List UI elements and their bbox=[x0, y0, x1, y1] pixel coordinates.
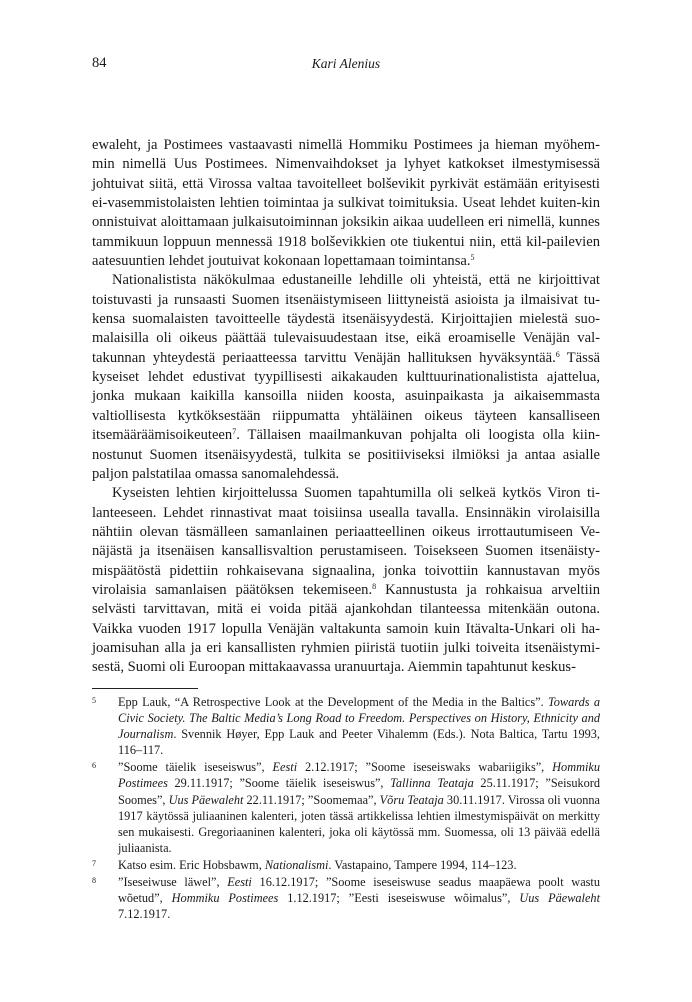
footnote-title: Towards a Civic Society. The Baltic Media’s Long Road to Freedom. Perspectives on History, Ethnicity and Journalism bbox=[118, 695, 600, 742]
footnote-title: Nationalismi bbox=[264, 857, 329, 872]
footnote-text bbox=[118, 874, 600, 922]
footnote-divider bbox=[92, 688, 198, 689]
footnote-title: Tallinna Teataja bbox=[390, 776, 474, 791]
paragraph-3 bbox=[92, 484, 600, 677]
footnote-number: 8 bbox=[92, 876, 96, 886]
footnote-segment: Epp Lauk, “A Retrospective Look at the Development of the Media in the Baltics”. bbox=[118, 695, 549, 709]
footnote-segment: 29.11.1917; ”Soome täielik iseseiswus”, bbox=[167, 776, 391, 791]
body-text bbox=[92, 136, 600, 678]
footnote-segment: 16.12.1917; ”Soome iseseiswuse seadus maapäewa poolt wastu wõetud”, bbox=[118, 875, 601, 906]
footnote-8 bbox=[92, 874, 600, 922]
footnote-6 bbox=[92, 759, 600, 856]
footnote-segment: ”Iseseiwuse läwel”, bbox=[118, 875, 228, 890]
page-header bbox=[92, 55, 600, 75]
footnote-segment: ”Soome täielik iseseiswus”, bbox=[118, 760, 273, 775]
footnote-number: 5 bbox=[92, 696, 96, 705]
page-number: 84 bbox=[92, 55, 107, 71]
running-head: Kari Alenius bbox=[311, 56, 381, 71]
paragraph-text: Nationalistista näkökulmaa edustaneille lehdille oli yhteistä, että ne kirjoittivat toistuvasti ja runsaasti Suomen itsenäistymiseen liittyneistä asioista ja ilmaisivat tu-kensa suomalaisten tavoitteelle täydestä itsenäisyydestä. Kirjoittajien mielestä suo-malaisilla oli oikeus päättää tulevaisuudestaan itse, eikä eroamiselle Venäjän val-takunnan yhteydestä periaatteessa tarvittu Venäjän hallituksen hyväksyntää. bbox=[92, 272, 600, 366]
footnote-number: 7 bbox=[92, 858, 96, 868]
footnote-text bbox=[118, 759, 600, 856]
footnote-text bbox=[118, 694, 600, 758]
footnote-ref: 8 bbox=[372, 581, 377, 591]
footnote-title: Eesti bbox=[227, 875, 252, 890]
footnote-segment: Katso esim. Eric Hobsbawm, bbox=[118, 857, 265, 872]
paragraph-2 bbox=[92, 271, 600, 484]
footnote-ref: 7 bbox=[232, 427, 237, 437]
footnote-segment: 22.11.1917; ”Soomemaa”, bbox=[243, 792, 380, 807]
footnote-segment: . Svennik Høyer, Epp Lauk and Peeter Vihalemm (Eds.). Nota Baltica, Tartu 1993, 116–117. bbox=[118, 727, 600, 758]
paragraph-text: Kyseisten lehtien kirjoittelussa Suomen tapahtumilla oli selkeä kytkös Viron ti-lanteeseen. Lehdet rinnastivat maat toisiinsa usealla tavalla. Ensinnäkin virolaisilla nähtiin olevan täsmälleen samanlainen periaatteellinen oikeus irrottautumiseen Ve-näjästä ja itsenäisen kansallisvaltion perustamiseen. Toisekseen Suomen itsenäisty-mispäätöstä pidettiin rohkaisevana signaalina, jonka toivottiin kannustavan myös virolaisia samanlaisen päätöksen tekemiseen. bbox=[92, 485, 600, 598]
paragraph-1 bbox=[92, 136, 600, 271]
footnote-segment: 2.12.1917; ”Soome iseseiswaks wabariigiks”, bbox=[297, 760, 553, 775]
paragraph-text: . Tällaisen maailmankuvan pohjalta oli loogista olla kiin-nostunut Suomen itsenäisyydestä, tulkita se positiiviseksi ilmiöksi ja antaa asialle paljon palstatilaa omassa sanomalehdessä. bbox=[92, 427, 600, 482]
footnote-segment: 25.11.1917; ”Seisukord Soomes”, bbox=[118, 776, 601, 807]
footnote-title: Uus Päewaleht bbox=[168, 792, 244, 807]
footnote-title: Hommiku Postimees bbox=[171, 891, 279, 906]
paragraph-text: Tässä kyseiset lehdet edustivat tyypillisesti aikakauden kulttuurinationalistista ajattelua, jonka mukaan kaikilla kansoilla niiden koosta, asuinpaikasta ja aikaisemmasta valtiollisesta kytköksestään riippumatta yhtäläinen oikeus täyteen kansalliseen itsemääräämisoikeuteen bbox=[92, 349, 600, 444]
footnote-title: Hommiku Postimees bbox=[118, 760, 600, 791]
paragraph-text: Kannustusta ja rohkaisua arveltiin selvästi tarvittavan, mitä ei voida pitää ajankohdan tilanteessa mitenkään outona. Vaikka vuoden 1917 lopulla Venäjän valtakunta samoin kuin Itävalta-Unkari oli ha-joamisuhan alla ja eri kansallisten ryhmien piiristä tuotiin julki toiveita itsenäistymi-sestä, Suomi oli Euroopan mittakaavassa uranuurtaja. Aiemmin tapahtunut keskus- bbox=[92, 581, 600, 676]
footnotes bbox=[92, 694, 600, 923]
footnote-segment: 7.12.1917. bbox=[118, 907, 171, 922]
footnote-segment: 1.12.1917; ”Eesti iseseiswuse wõimalus”, bbox=[278, 891, 520, 906]
paragraph-text: ewaleht, ja Postimees vastaavasti nimellä Hommiku Postimees ja hieman myöhem-min nimellä Uus Postimees. Nimenvaihdokset ja lyhyet katkokset ilmestymisessä johtuivat siitä, että Virossa valtaa tavoitelleet bolševikit pyrkivät estämään erityisesti ei-vasemmistolaisten lehtien toimintaa ja sulkivat toimituksia. Useat lehdet kuiten-kin onnistuivat aloittamaan julkaisutoiminnan joksikin aikaa uudelleen eri nimellä, kunnes tammikuun loppuun mennessä 1918 bolševikkien ote tiukentui niin, että kil-pailevien aatesuuntien lehdet joutuivat kokonaan lopettamaan toimintansa. bbox=[92, 137, 600, 270]
footnote-text bbox=[118, 857, 600, 873]
footnote-5 bbox=[92, 694, 600, 758]
footnote-segment: . Vastapaino, Tampere 1994, 114–123. bbox=[328, 857, 517, 872]
footnote-title: Eesti bbox=[272, 760, 298, 775]
footnote-title: Uus Päewaleht bbox=[519, 891, 601, 906]
footnote-segment: 30.11.1917. Virossa oli vuonna 1917 käytössä juliaaninen kalenteri, joten tässä artikkelissa lehtien ilmestymispäivät on merkitty sen mukaisesti. Gregoriaaninen kalenteri, joka oli käytössä mm. Suomessa, oli 13 päivää edellä juliaanista. bbox=[118, 792, 600, 855]
footnote-ref: 5 bbox=[470, 253, 475, 263]
footnote-number: 6 bbox=[92, 761, 96, 771]
footnote-title: Võru Teataja bbox=[379, 792, 444, 807]
footnote-7 bbox=[92, 857, 600, 873]
footnote-ref: 6 bbox=[555, 349, 560, 359]
